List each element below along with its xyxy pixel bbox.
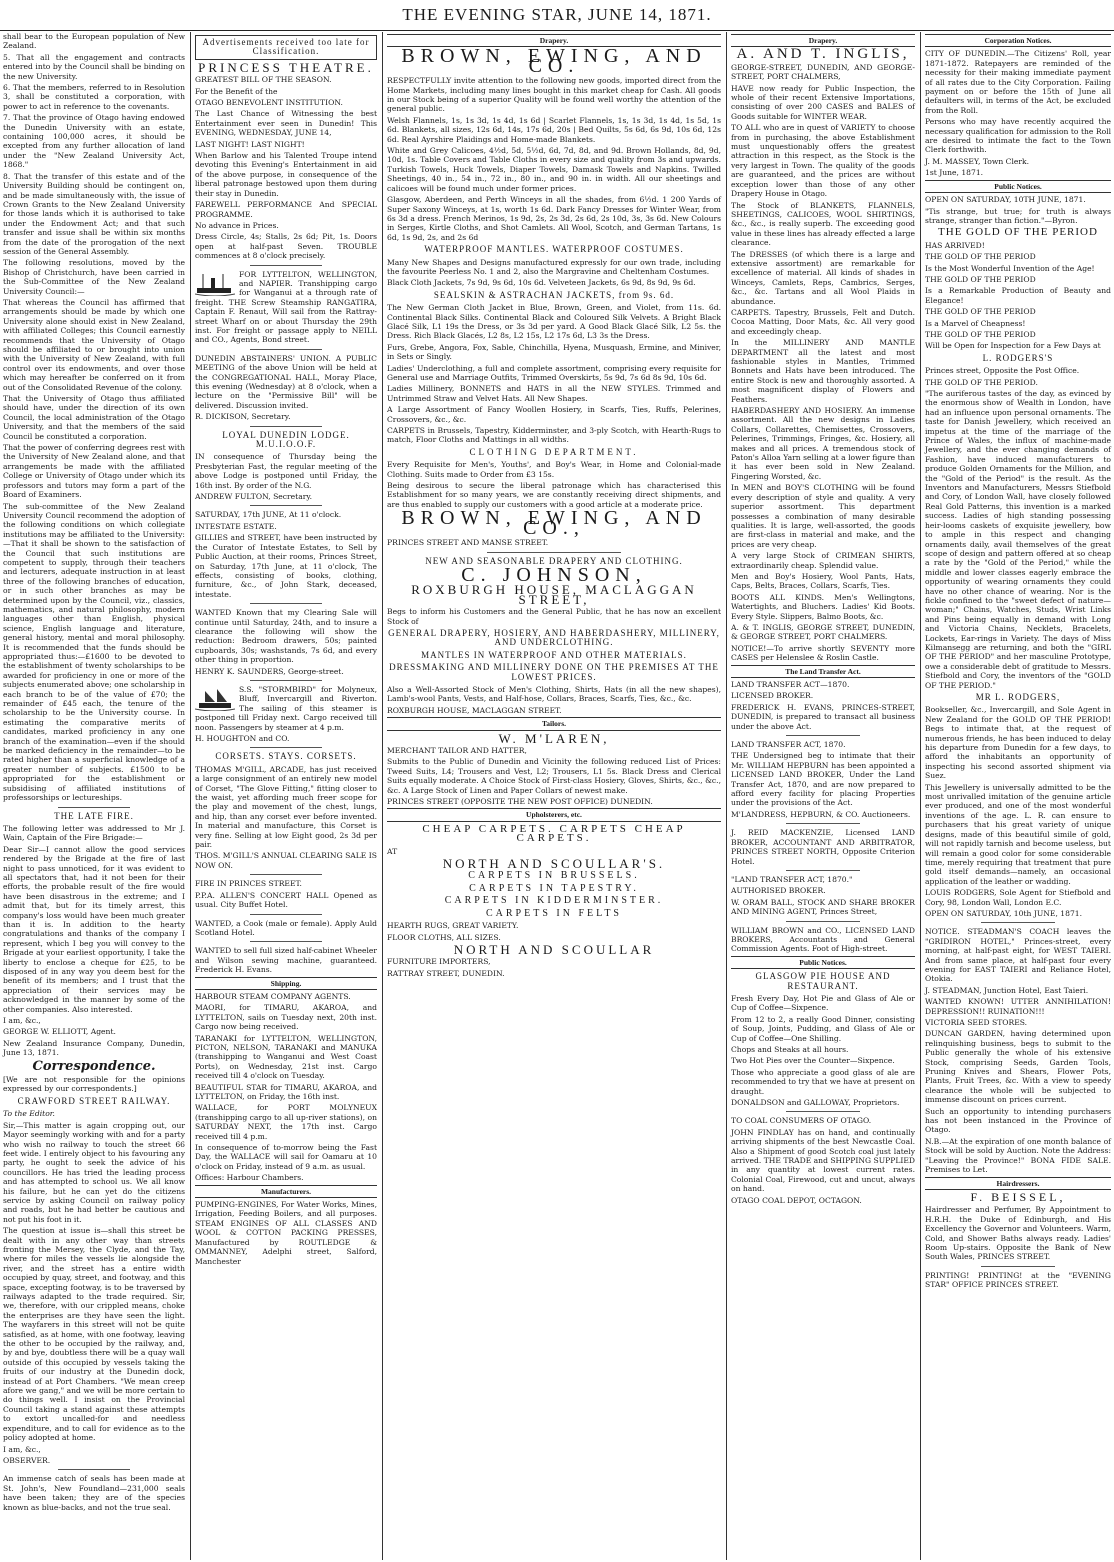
line: 1st June, 1871.: [925, 168, 984, 178]
letter-to: To the Editor.: [3, 1109, 55, 1119]
signature: J. STEADMAN, Junction Hotel, East Taieri.: [925, 985, 1089, 995]
section-heading: Drapery.: [731, 34, 915, 47]
signature: DONALDSON and GALLOWAY, Proprietors.: [731, 1098, 900, 1108]
line: Dress Circle, 4s; Stalls, 2s 6d; Pit, 1s. Doors open at half-past Seven. TROUBLE commences at 8 o'clock precisely.: [195, 232, 377, 261]
para: 8. That the transfer of this estate and of the University Building should be contingent on, and be made simultaneously with, the issue of Crown Grants to the New Zealand University for those lands which it is authorised to take under the Endowment Act; and that such transfer and issue shall be within six months from the date of the prorogation of the next session of the General Assembly.: [3, 171, 185, 256]
para: FREDERICK H. EVANS, PRINCES-STREET, DUNEDIN, is prepared to transact all business under the above Act.: [731, 702, 915, 731]
divider: [981, 922, 1055, 923]
sealskin-heading: SEALSKIN & ASTRACHAN JACKETS, from 9s. 6d.: [433, 289, 675, 300]
para: PRINTING! PRINTING! at the "EVENING STAR" OFFICE PRINCES STREET.: [925, 1270, 1111, 1290]
newspaper-columns: [0, 32, 1114, 1560]
line: HARBOUR STEAM COMPANY AGENTS.: [195, 991, 351, 1001]
para: A very large Stock of CRIMEAN SHIRTS, extraordinarily cheap. Splendid value.: [731, 551, 915, 570]
para: The sub-committee of the New Zealand University Council recommend the adoption of the following conditions on which collegiate institutions may be affiliated to the University:—That it shall be shown to the satisfaction of the Council that such institutions are competent to supply, through their teachers and lecturers, adequate instruction in at least three of the following branches of education, or in such other branches as may be determined upon by the Council, viz., classics, mathematics, and natural philosophy, modern languages other than English, physical science, English language and literature, general history, mental and moral philosophy. It is recommended that the funds should be appropriated thus:—£1600 to be devoted to the establishment of twenty scholarships to be awarded for proficiency in one or more of the subjects enumerated above; one scholarship in each branch to be of the value of £70; the remainder of £45 each, the tenure of the scholarship to be the University course. In estimating the comparative merits of candidates, marked proficiency in any one branch of the examination—even if the should be marked deficiency in the remainder—to be rated higher than a superficial knowledge of a greater number of subjects. £1500 to be appropriated for the establishment or subsidising of affiliated institutions of professorships or lectureships.: [3, 501, 185, 803]
signature: A. & T. INGLIS, GEORGE STREET, DUNEDIN, & GEORGE STREET, PORT CHALMERS.: [731, 622, 915, 642]
divider: [250, 874, 323, 875]
line: TO COAL CONSUMERS OF OTAGO.: [731, 1116, 872, 1126]
para: THOMAS M'GILL, ARCADE, has just received a large consignment of an entirely new model of Corset, "The Glove Fitting," fitting closer to the waist, yet affording much freer scope for the play and movement of the chest, lungs, and hip, than any corset ever before invented. In material and manufacture, this Corset is very fine. Selling at low Eight good, 2s 3d per pair.: [195, 764, 377, 850]
address: PRINCES STREET AND MANSE STREET.: [387, 538, 549, 548]
para: The following resolutions, moved by the Bishop of Christchurch, have been carried in the Sub-Committee of the New Zealand University Council:—: [3, 258, 185, 296]
para: The Stock of BLANKETS, FLANNELS, SHEETINGS, CALICOES, WOOL SHIRTINGS, &c., &c., is really superb. The exceeding good value in these lines has already effected a large clearance.: [731, 200, 915, 248]
divider: [786, 870, 860, 871]
new-drapery-heading: NEW AND SEASONABLE DRAPERY AND CLOTHING.: [425, 555, 683, 566]
column-3: [384, 32, 724, 1560]
general-drapery: GENERAL DRAPERY, HOSIERY, AND HABERDASHERY, MILLINERY, AND UNDERCLOTHING.: [388, 627, 720, 648]
para: PUMPING-ENGINES, For Water Works, Mines, Irrigation, Feeding Boilers, and all purposes. STEAM ENGINES OF ALL CLASSES AND WOOL & COTTON PACKING PRESSES, Manufactured by ROUTLEDGE & OMMANNEY, Adelphi street, Salford, Manchester: [195, 1200, 377, 1266]
divider: [786, 921, 860, 922]
carpet-line: CARPETS IN KIDDERMINSTER.: [444, 895, 664, 907]
para: Glasgow, Aberdeen, and Perth Winceys in all the shades, from 6½d. 1 200 Yards of Super Saxony Winceys, at 1s, worth 1s 6d. Dark Fancy Dresses for Winter Wear, from 6s 3d a dress. French Merinos, 1s 9d, 2s, 2s 3d, 2s 6d, 2s 10d, 3s, 3s 6d. New Colours in Serges, Kirtle Cloths, and Shot Camlets. All Wool, Scotch, and German Tartans, 1s 6d, 1s 9d, 2s, and 2s 6d: [387, 195, 721, 242]
carpet-line: CARPETS IN BRUSSELS.: [468, 870, 640, 882]
mr-rodgers-title: MR L. RODGERS,: [975, 692, 1061, 702]
para: WANTED Known that my Clearing Sale will continue until Saturday, 24th, and to insure a clearance the following will show the reduction: Bedroom drawers, 50s; painted cupboards, 30s; washstands, 7s 6d, and every other thing in proportion.: [195, 608, 377, 665]
para: I am, &c.,: [3, 1444, 41, 1454]
para: NOTICE!—To arrive shortly SEVENTY more CASES per Helenslee & Roslin Castle.: [731, 643, 915, 663]
line: LAND TRANSFER ACT—1870.: [731, 680, 850, 689]
divider: [58, 1469, 131, 1470]
gold-title: THE GOLD OF THE PERIOD: [938, 226, 1098, 239]
signature: H. HOUGHTON and CO.: [195, 734, 290, 743]
line: INTESTATE ESTATE.: [195, 521, 277, 531]
line: Offices: Harbour Chambers.: [195, 1173, 304, 1183]
para: IN consequence of Thursday being the Presbyterian Fast, the regular meeting of the above Lodge is postponed until Friday, the 16th inst. By order of the N.G.: [195, 452, 377, 490]
para: That the power of conferring degrees rest with the University of New Zealand alone, and that arrangements be made with the affiliated College or University of Otago under which its professors and tutors may form a part of the Board of Examiners.: [3, 443, 185, 500]
para: Ladies' Underclothing, a full and complete assortment, comprising every requisite for General use and Marriage Outfits, Trimmed Overskirts, 5s 9d, 7s 6d 8s 9d, 10s 6d.: [387, 363, 721, 382]
line: OPEN ON SATURDAY, 10th JUNE, 1871.: [925, 908, 1083, 918]
signature: OBSERVER.: [3, 1455, 51, 1465]
para: Begs to inform his Customers and the General Public, that he has now an excellent Stock of: [387, 607, 721, 626]
carpet-line: CARPETS IN TAPESTRY.: [469, 882, 639, 894]
line: Is a Marvel of Cheapness!: [925, 318, 1026, 328]
para: Furs, Grebe, Angora, Fox, Sable, Chinchilla, Hyena, Musquash, Ermine, and Miniver, in Sets or Singly.: [387, 342, 721, 362]
para: GILLIES and STREET, have been instructed by the Curator of Intestate Estates, to Sell by Public Auction, at their rooms, Princes Street, on Saturday, 17th June, at 11 o'clock, The effects, consisting of books, clothing, furniture, &c., of John Stark, deceased, intestate.: [195, 533, 377, 599]
divider: [58, 807, 131, 808]
line: GREATEST BILL OF THE SEASON.: [195, 75, 332, 85]
line: AT: [387, 846, 398, 856]
line: When Barlow and his Talented Troupe intend devoting this Evening's Entertainment in aid of the above purpose, in consequence of the liberal patronage bestowed upon them during their stay in Dunedin.: [195, 151, 377, 198]
section-heading: Public Notices.: [925, 180, 1111, 193]
divider: [250, 603, 323, 604]
para: This Jewellery is universally admitted to be the most unrivalled imitation of the genuine article ever produced, and one of the most wonderful inventions of the age. L. R. can ensure to purchasers that his great variety of unique designs, made of this beautiful simile of gold, will not rapidly tarnish and become useless, but will remain a good color for some considerable time, merely requiring that treatment that pure gold itself demands—namely, an occasional application of the leather or wadding.: [925, 782, 1111, 886]
para: In MEN and BOY'S CLOTHING will be found every description of style and quality. A very superior assortment. This department possesses a combination of many desirable qualities. It is large, well-assorted, the goods are first-class in material and make, and the prices are very cheap.: [731, 483, 915, 549]
line: LAST NIGHT! LAST NIGHT!: [195, 139, 305, 149]
para: Black Cloth Jackets, 7s 9d, 9s 6d, 10s 6d. Velveteen Jackets, 6s 9d, 8s 9d, 9s 6d.: [387, 278, 696, 288]
column-2: [192, 32, 380, 1560]
section-heading: Hairdressers.: [925, 1177, 1111, 1190]
para: "The auriferous tastes of the day, as evinced by the enormous show of Wealth in London, have had an influence upon personal ornaments. The taste for Danish Jewellery, which received an impetus at the time of the marriage of the Prince of Wales, the influx of machine-made Jewellery, and the ever changing demands of Fashion, have induced manufacturers to produce Golden Ornaments for the Million, and the "Gold of the Period" is the result. As the Inventors and Manufacturers, Messrs Stiefbold and Cory, of London Wall, have closely followed Real Gold Patterns, this invention is a marked success. Ladies of high standing possessing heir-looms caskets of exquisite jewellery, bow to ample in this respect and changing ornaments daily, avail themselves of the great scope of design and pattern offered at so cheap a rate by the "Gold of the Period," while the middle and lower classes eagerly embrace the opportunity of wearing ornaments they could have no other chance of wearing. Nor is the fickle confined to the "sweet defect of nature—woman;" Chains, Watches, Studs, Wrist Links and Pins being equally in demand with Long and Victoria Chains, Necklets, Bracelets, Lockets, Ear-rings in Variety. The days of Miss Kilmansegg are returning, and both the "GIRL OF THE PERIOD" and her masculine Prototype, owe a considerable debt of gratitude to Messrs. Stiefbold and Cory, the inventors of the "GOLD OF THE PERIOD.": [925, 389, 1111, 690]
column-rule: [190, 32, 191, 1560]
line: HEARTH RUGS, GREAT VARIETY.: [387, 921, 519, 931]
para: Submits to the Public of Dunedin and Vicinity the following reduced List of Prices: Tweed Suits, L4; Trousers and Vest, L2; Trousers, L1 5s. Black Dress and Clerical Suits equally moderate. A Choice Stock of First-class Hosiery, Gloves, Shirts, &c., &c., &c. A Large Stock of Linen and Paper Collars of newest make.: [387, 757, 721, 795]
divider: [250, 505, 323, 506]
section-heading: Manufacturers.: [195, 1185, 377, 1198]
line: THE GOLD OF THE PERIOD.: [925, 377, 1038, 387]
place: New Zealand Insurance Company, Dunedin, June 13, 1871.: [3, 1038, 185, 1058]
para: HABERDASHERY AND HOSIERY. An immense assortment. All the new designs in Ladies Collars, Collarettes, Chemisettes, Crossovers, Pelerines, Trimmings, Fringes, &c. Hosiery, all makes and all prices. A tremendous stock of Paton's Alloa Yarn selling at a lower figure than it has ever been sold in New Zealand. Fingering Worsted, &c.: [731, 406, 915, 481]
line: THE GOLD OF THE PERIOD: [925, 307, 1036, 317]
divider: [250, 349, 323, 350]
para: The DRESSES (of which there is a large and extensive assortment) are remarkable for excellence of material. All kinds of shades in Winceys, Camlets, Reps, Cambrics, Serges, &c., &c. Tartans and all Wool Plaids in abundance.: [731, 249, 915, 306]
divider: [786, 735, 860, 736]
para: Ladies Millinery, BONNETS and HATS in all the NEW STYLES. Trimmed and Untrimmed Straw and Velvet Hats. All New Shapes.: [387, 384, 721, 403]
line: "Tis strange, but true; for truth is always strange, stranger than fiction."—Byron.: [925, 206, 1111, 225]
column-5: [922, 32, 1114, 1560]
divider: [487, 552, 621, 553]
para: TARANAKI for LYTTELTON, WELLINGTON, PICTON, NELSON, TARANAKI and MANUKA (transhipping to Wanganui and West Coast Ports), on Wednesday, 21st inst. Cargo received till 4 o'clock on Tuesday.: [195, 1033, 377, 1081]
para: CITY OF DUNEDIN.—The Citizens' Roll, year 1871-1872. Ratepayers are reminded of the necessity for their making immediate payment of all rates due to the City Corporation. Failing payment on or before the 15th of June all defaulters will, in terms of the Act, be excluded from the Roll.: [925, 49, 1111, 115]
para: 5. That all the engagement and contracts entered into by the Council shall be binding on the new University.: [3, 52, 185, 81]
mantles: MANTLES IN WATERPROOF AND OTHER MATERIALS.: [421, 649, 687, 660]
para: WALLACE, for PORT MOLYNEUX (transhipping cargo to all up-river stations), on SATURDAY NEXT, the 17th inst. Cargo received till 4 p.m.: [195, 1103, 377, 1141]
line: Two Hot Pies over the Counter—Sixpence.: [731, 1056, 895, 1066]
roxburgh-title: ROXBURGH HOUSE, MACLAGGAN STREET,: [411, 582, 697, 607]
para: Every Requisite for Men's, Youths', and Boy's Wear, in Home and Colonial-made Clothing. Suits made to Order from £3 15s.: [387, 460, 721, 479]
line: VICTORIA SEED STORES.: [925, 1018, 1028, 1027]
line: LICENSED BROKER.: [731, 691, 814, 701]
line: OTAGO BENEVOLENT INSTITUTION.: [195, 98, 343, 108]
para: MAORI, for TIMARU, AKAROA, and LYTTELTON, sails on Tuesday next, 20th inst. Cargo now being received.: [195, 1003, 377, 1032]
line: Fresh Every Day, Hot Pie and Glass of Ale or Cup of Coffee—Sixpence.: [731, 993, 915, 1013]
correspondence-heading: Correspondence.: [32, 1058, 156, 1074]
para: In the MILLINERY AND MANTLE DEPARTMENT all the latest and most fashionable styles in Mantles, Trimmed Bonnets and Hats have been introduced. The entire Stock is new and thoroughly assorted. A most magnificent display of Flowers and Feathers.: [731, 338, 915, 404]
line: FURNITURE IMPORTERS,: [387, 957, 491, 967]
divider: [250, 941, 323, 942]
section-heading: Shipping.: [195, 977, 377, 990]
north-scoullar-title-2: NORTH AND SCOULLAR: [453, 941, 655, 957]
line: AUTHORISED BROKER.: [731, 886, 826, 896]
late-ads-header: Advertisements received too late for Classification.: [195, 35, 377, 60]
line: HAS ARRIVED!: [925, 240, 985, 250]
para: NOTICE. STEADMAN'S COACH leaves the "GRIDIRON HOTEL," Princes-street, every morning, at half-past eight, for WEST TAIERI. And from same place, at half-past four every evening for EAST TAIERI and Reliance Hotel, Otokia.: [925, 927, 1111, 984]
section-heading: Corporation Notices.: [925, 34, 1111, 47]
para: 7. That the province of Otago having endowed the Dunedin University with an estate, containing 100,000 acres, it should be excepted from any further allocation of land under the "New Zealand University Act, 1868.": [3, 113, 185, 170]
para: Sir,—This matter is again cropping out, our Mayor seemingly working with and for a party who wish no railway to touch the street 66 feet wide. I entirely object to his favouring any party, he ought to seek the advice of his councillors. He has tried the leading process and has attempted to school us. We all know his failure, but he can yet do the citizens service by asking Council on railway policy and roads, but he had better be cautious and not put his foot in it.: [3, 1120, 185, 1224]
para: N.B.—At the expiration of one month balance of Stock will be sold by Auction. Note the Address: "Leaving the Province!" BONA FIDE SALE. Premises to Let.: [925, 1136, 1111, 1175]
masthead: [0, 0, 1114, 31]
section-heading: The Land Transfer Act.: [731, 665, 915, 678]
signature: ANDREW FULTON, Secretary.: [195, 492, 313, 502]
para: JOHN FINDLAY has on hand, and continually arriving shipments of the best Newcastle Coal. Also a Shipment of good Scotch coal just lately arrived. THE TRADE and SHIPPING SUPPLIED in any quantity at lowest current rates. Colonial Coal, Firewood, cut and uncut, always on hand.: [731, 1127, 916, 1194]
north-scoullar-title: NORTH AND SCOULLAR'S.: [442, 856, 666, 872]
johnson-title: C. JOHNSON,: [461, 563, 647, 586]
note: [We are not responsible for the opinions expressed by our correspondents.]: [3, 1075, 185, 1094]
para: Men and Boy's Hosiery, Wool Pants, Hats, Caps, Belts, Braces, Collars, Scarfs, Ties.: [731, 571, 915, 591]
para: W. ORAM BALL, STOCK AND SHARE BROKER AND MINING AGENT, Princes Street,: [731, 897, 915, 917]
para: An immense catch of seals has been made at St. John's, New Foundland—231,000 seals have been taken; they are of the species known as blue-backs, and not the true seal.: [3, 1474, 185, 1512]
section-heading: Public Notices.: [731, 956, 915, 969]
divider: [250, 747, 323, 748]
para: A Large Assortment of Fancy Woollen Hosiery, in Scarfs, Ties, Ruffs, Pelerines, Crossovers, &c., &c.: [387, 405, 721, 424]
para: FOR LYTTELTON, WELLINGTON, and NAPIER. Transhipping cargo for Wanganui at a through rate of freight. THE Screw Steamship RANGATIRA, Captain F. Renaut, Will sail from the Rattray-street Wharf on or about Thursday the 29th inst. For freight or passage apply to NEILL and CO., Agents, Bond street.: [195, 269, 377, 345]
theatre-title: PRINCESS THEATRE.: [198, 59, 374, 75]
para: Persons who may have recently acquired the necessary qualification for admission to the Roll are desired to intimate the fact to the Town Clerk forthwith.: [925, 117, 1111, 155]
para: Being desirous to secure the liberal patronage which has characterised this Establishment for so many years, we are constantly receiving direct shipments, and are thus enabled to supply our customers with a good article at a moderate price.: [387, 481, 721, 509]
para: Such an opportunity to intending purchasers has not been instanced in the Province of Otago.: [925, 1106, 1111, 1135]
mlaren-title: W. M'LAREN,: [498, 730, 610, 746]
line: Those who appreciate a good glass of ale are recommended to try that we have at present on draught.: [731, 1067, 915, 1096]
rodgers-title: L. RODGERS'S: [982, 352, 1054, 363]
steamship-icon: [195, 272, 235, 296]
para: S.S. "STORMBIRD" for Molyneux, Bluff, Invercargill and Riverton. The sailing of this steamer is postponed till Friday next. Cargo received till noon. Passengers by steamer at 4 p.m.: [195, 684, 377, 732]
divider: [250, 680, 323, 681]
line: FIRE IN PRINCES STREET.: [195, 879, 302, 889]
para: WANTED to sell full sized half-cabinet Wheeler and Wilson sewing machine, guaranteed. Frederick H. Evans.: [195, 946, 377, 975]
column-rule: [382, 32, 383, 1560]
column-rule: [726, 32, 727, 1560]
sailing-ship-icon: [195, 687, 235, 711]
inglis-title: A. AND T. INGLIS,: [736, 46, 910, 63]
para: The New German Cloth Jacket in Blue, Brown, Green, and Violet, from 11s. 6d. Continental Black Silks. Continental Black and Coloured Silk Velvets. A Bright Black Glacé Silk, L1 19s the Dress, or 3s 3d per yard. A Good Black Glacé Silk, L2 5s. the Dress. Rich Black Glacés, L2 8s, L2 15s, L2 17s 6d, L3 3s the Dress.: [387, 303, 721, 341]
line: THOS. M'GILL'S ANNUAL CLEARING SALE IS NOW ON.: [195, 851, 377, 870]
line: THE GOLD OF THE PERIOD: [925, 274, 1036, 284]
para: Bookseller, &c., Invercargill, and Sole Agent in New Zealand for the GOLD OF THE PERIOD! Begs to intimate that, at the request of numerous friends, he has been induced to delay his departure from Dunedin for a few days, to afford the inhabitants an opportunity of inspecting his second assorted shipment via Suez.: [925, 705, 1111, 781]
para: shall bear to the European population of New Zealand.: [3, 32, 185, 51]
para: BEAUTIFUL STAR for TIMARU, AKAROA, and LYTTELTON, on Friday, the 16th inst.: [195, 1082, 377, 1101]
line: Is a Remarkable Production of Beauty and Elegance!: [925, 286, 1111, 305]
corsets-title: CORSETS. STAYS. CORSETS.: [215, 751, 357, 762]
para: Dear Sir—I cannot allow the good services rendered by the Brigade at the fire of last night to pass unnoticed, for it was evident to all spectators that, had it not been for their efforts, the probable result of the fire would have been disastrous in the extreme; and I admit that, but for its timely arrest, this company's loss would have been much greater than it is. In addition to the hearty congratulations and thanks of the company I represent, which I beg you will convey to the Brigade at your earliest opportunity, I take the liberty to enclose a cheque for £25, to be disposed of in any way you deem best for the benefit of its members; and I trust that the appreciation of their services may be acknowledged in the manner by some of the other companies. Also interested.: [3, 844, 185, 1014]
glasgow-title: GLASGOW PIE HOUSE AND RESTAURANT.: [755, 971, 891, 991]
line: "LAND TRANSFER ACT, 1870.": [731, 874, 853, 884]
address: OTAGO COAL DEPOT, OCTAGON.: [731, 1195, 862, 1205]
section-heading: Drapery.: [387, 34, 721, 47]
line: OPEN ON SATURDAY, 10TH JUNE, 1871.: [925, 195, 1086, 205]
para: The following letter was addressed to Mr J. Wain, Captain of the Fire Brigade:—: [3, 823, 185, 843]
section-heading: Tailors.: [387, 717, 721, 730]
para: BOOTS ALL KINDS. Men's Wellingtons, Watertights, and Bluchers. Ladies' Kid Boots. Every Style. Slippers, Balmo Boots, &c.: [731, 592, 915, 621]
para: J. REID MACKENZIE, Licensed LAND BROKER, ACCOUNTANT AND ARBITRATOR, PRINCES STREET NORTH, Opposite Criterion Hotel.: [731, 828, 915, 866]
address: Princes street, Opposite the Post Office.: [925, 366, 1080, 376]
line: For the Benefit of the: [195, 86, 278, 96]
para: DUNCAN GARDEN, having determined upon relinquishing business, begs to submit to the Public generally the whole of his extensive Stock, comprising Seeds, Garden Tools, Pruning Knives and Shears, Flower Pots, Plants, Fruit Trees, &c. With a view to speedy clearance the whole will be subjected to immense discount on prices current.: [925, 1029, 1111, 1105]
line: FLOOR CLOTHS, ALL SIZES.: [387, 932, 501, 942]
para: TO ALL who are in quest of VARIETY to choose from in purchasing, the above Establishment must unquestionably offers the greatest attraction in this respect, as the Stock is the very largest in Town. The quality of the goods are guaranteed, and the prices are without exception lower than those of any other Drapery House in Otago.: [731, 123, 915, 199]
beissel-title: F. BEISSEL,: [970, 1189, 1066, 1204]
para: DUNEDIN ABSTAINERS' UNION. A PUBLIC MEETING of the above Union will be held at the CONGREGATIONAL HALL, Moray Place, this evening (Wednesday) at 8 o'clock, when a lecture on the "Permissive Bill" will be delivered. Discussion invited.: [195, 353, 377, 410]
signature: M'LANDRESS, HEPBURN, & CO. Auctioneers.: [731, 809, 911, 819]
para: CARPETS. Tapestry, Brussels, Felt and Dutch. Cocoa Matting, Door Mats, &c. All very good and exceedingly cheap.: [731, 307, 915, 336]
address: GEORGE-STREET, DUNEDIN, AND GEORGE-STREET, PORT CHALMERS,: [731, 62, 915, 82]
line: Is the Most Wonderful Invention of the Age!: [925, 263, 1095, 273]
para: LOUIS RODGERS, Sole Agent for Stiefbold and Cory, 98, London Wall, London E.C.: [925, 888, 1111, 907]
waterproof-heading: WATERPROOF MANTLES. WATERPROOF COSTUMES.: [424, 244, 684, 255]
para: WANTED, a Cook (male or female). Apply Auld Scotland Hotel.: [195, 918, 377, 937]
para: P.P.A. ALLEN'S CONCERT HALL Opened as usual. City Buffet Hotel.: [195, 890, 377, 910]
para: Welsh Flannels, 1s, 1s 3d, 1s 4d, 1s 6d | Scarlet Flannels, 1s, 1s 3d, 1s 4d, 1s 5d, 1s 6d. Blankets, all sizes, 12s 6d, 14s, 17s 6d, 20s | Bed Quilts, 5s 6d, 6s 9d, 10s 6d, 12s 6d. Real Ayrshire Plaidings and Home-made Blankets.: [387, 115, 721, 144]
line: THE GOLD OF THE PERIOD: [925, 252, 1036, 262]
column-4: [728, 32, 918, 1560]
column-rule: [920, 32, 921, 1560]
line: From 12 to 2, a really Good Dinner, consisting of Soup, Joints, Pudding, and Glass of Ale or Cup of Coffee—One Shilling.: [731, 1014, 915, 1043]
para: Hairdresser and Perfumer, By Appointment to H.R.H. the Duke of Edinburgh, and His Excellency the Governor and Volunteers. Warm, Cold, and Shower Baths always ready. Ladies' Room Up-stairs. Opposite the Bank of New South Wales, PRINCES STREET.: [925, 1205, 1111, 1262]
signature: R. DICKISON, Secretary.: [195, 412, 291, 422]
divider: [786, 1111, 860, 1112]
section-heading: Upholsterers, etc.: [387, 808, 721, 821]
para: WILLIAM BROWN and CO., LICENSED LAND BROKERS, Accountants and General Commission Agents. Foot of High-street.: [731, 925, 915, 954]
brown-ewing-title-2: BROWN, EWING, AND CO.,: [401, 507, 707, 539]
column-1: [0, 32, 188, 1560]
address: ROXBURGH HOUSE, MACLAGGAN STREET.: [387, 705, 562, 715]
letter-title: CRAWFORD STREET RAILWAY.: [17, 1095, 171, 1106]
address: PRINCES STREET (OPPOSITE THE NEW POST OFFICE) DUNEDIN.: [387, 797, 653, 807]
dressmaking: DRESSMAKING AND MILLINERY DONE ON THE PREMISES AT THE LOWEST PRICES.: [389, 662, 719, 682]
line: SATURDAY, 17th JUNE, At 11 o'clock.: [195, 510, 342, 520]
divider: [250, 914, 323, 915]
line: The Last Chance of Witnessing the best Entertainment ever seen in Dunedin! This EVENING, WEDNESDAY, JUNE 14,: [195, 109, 377, 138]
para: RESPECTFULLY invite attention to the following new goods, imported direct from the Home Markets, including many lines bought in this market cheap for Cash. All goods in our Stock being of a superior Quality will be found well worthy the attention of the general public.: [387, 76, 721, 114]
carpet-line: CARPETS IN FELTS: [486, 907, 622, 919]
para: Also a Well-Assorted Stock of Men's Clothing, Shirts, Hats (in all the new shapes), Lamb's-wool Pants, Vests, and Half-hose, Collars, Braces, Scarfs, Ties, &c., &c.: [387, 684, 721, 704]
line: FAREWELL PERFORMANCE And SPECIAL PROGRAMME.: [195, 200, 377, 219]
divider: [250, 426, 323, 427]
line: Chops and Steaks at all hours.: [731, 1045, 849, 1054]
brown-ewing-title: BROWN, EWING, AND CO.: [401, 45, 707, 77]
para: I am, &c.,: [3, 1016, 41, 1026]
divider: [786, 823, 860, 824]
para: 6. That the members, referred to in Resolution 3, shall be constituted a corporation, with power to act in reference to the covenants.: [3, 83, 185, 111]
lodge-title: LOYAL DUNEDIN LODGE. M.U.I.O.O.F.: [222, 429, 350, 450]
para: CARPETS in Brussels, Tapestry, Kidderminster, and 3-ply Scotch, with Hearth-Rugs to match, Floor Cloths and Mattings in all widths.: [387, 426, 721, 445]
para: The question at issue is—shall this street be dealt with in any other way than streets fronting the Mersey, the Clyde, and the Tay, where for miles the vessels lie alongside the river, and the street has a entire width occupied by quay, street, and footway, and this space, excepting footway, is to be traversed by railways adapted to the trade required. Sir, we, therefore, with our crippled means, choke the enterprises are they have seen the light. The wayfarers in this street will not be quite satisfied, as at home, with one footway, leaving the other to be occupied by the railway, and, by and bye, doubtless there will be a quay wall outside of this occupied by vessels taking the fruits of our industry at the Dunedin dock, instead of at Port Chambers. "We mean creep afore we gang," and we will be more certain to do things well. I insist on the Provincial Council taking a stand against these attempts to extort uncalled-for and needless expenditure, and to call for evidence as to the policy adopted at home.: [3, 1226, 185, 1443]
para: That the University of Otago thus affiliated should have, under the direction of its own Council, the local administration of the Otago University, and that the members of the said Council be constituted a corporation.: [3, 394, 185, 441]
para: That whereas the Council has affirmed that arrangements should be made by which one University alone should exist in New Zealand, with affiliated Colleges; this Council earnestly recommends that the University of Otago should be affiliated to or brought into union with the University of New Zealand, with full control over its endowments, and over those which may hereafter be conferred on it from out of the Consolidated Revenue of the colony.: [3, 297, 185, 392]
signature: HENRY K. SAUNDERS, George-street.: [195, 666, 344, 676]
line: WANTED KNOWN! UTTER ANNIHILATION! DEPRESSION!! RUINATION!!!: [925, 997, 1111, 1016]
para: Many New Shapes and Designs manufactured expressly for our own trade, including the favourite Peerless No. 1 and 2, also the Margravine and Cheltenham Costumes.: [387, 257, 721, 276]
line: LAND TRANSFER ACT, 1870.: [731, 740, 846, 750]
address: RATTRAY STREET, DUNEDIN.: [387, 968, 505, 978]
divider: [981, 1266, 1055, 1267]
masthead-title: THE EVENING STAR, JUNE 14, 1871.: [402, 5, 712, 24]
line: THE GOLD OF THE PERIOD: [925, 329, 1036, 339]
signature: J. M. MASSEY, Town Clerk.: [925, 156, 1030, 166]
line: MERCHANT TAILOR AND HATTER,: [387, 746, 527, 755]
para: THE Undersigned beg to intimate that their Mr. WILLIAM HEPBURN has been appointed a LICENSED LAND BROKER, Under the Land Transfer Act, 1870, and are now prepared to afford every facility for placing Properties under the provisions of the Act.: [731, 751, 915, 808]
clothing-heading: CLOTHING DEPARTMENT.: [469, 446, 639, 457]
cheap-carpets: CHEAP CARPETS. CARPETS CHEAP CARPETS.: [422, 822, 686, 845]
para: In consequence of to-morrow being the Fast Day, the WALLACE will sail for Oamaru at 10 o'clock on Friday, instead of 9 a.m. as usual.: [195, 1143, 377, 1171]
para: HAVE now ready for Public Inspection, the whole of their recent Extensive Importations, consisting of over 200 CASES and BALES of Goods suitable for WINTER WEAR.: [731, 83, 915, 121]
divider: [250, 265, 323, 266]
line: Will be Open for Inspection for a Few Days at: [925, 341, 1101, 351]
signature: GEORGE W. ELLIOTT, Agent.: [3, 1027, 116, 1037]
para: White and Grey Calicoes, 4½d, 5d, 5½d, 6d, 7d, 8d, and 9d. Brown Hollands, 8d, 9d, 10d, 1s. Table Covers and Table Cloths in every size and quality from 3s and upwards. Turkish Towels, Huck Towels, Diaper Towels, Damask Towels and Napkins. Twilled Sheetings, 40 in., 54 in., 72 in., 80 in., and 90 in. in width. All our sheetings and calicoes will be found much under former prices.: [387, 146, 721, 193]
fire-heading: THE LATE FIRE.: [54, 810, 134, 821]
line: No advance in Prices.: [195, 220, 279, 230]
